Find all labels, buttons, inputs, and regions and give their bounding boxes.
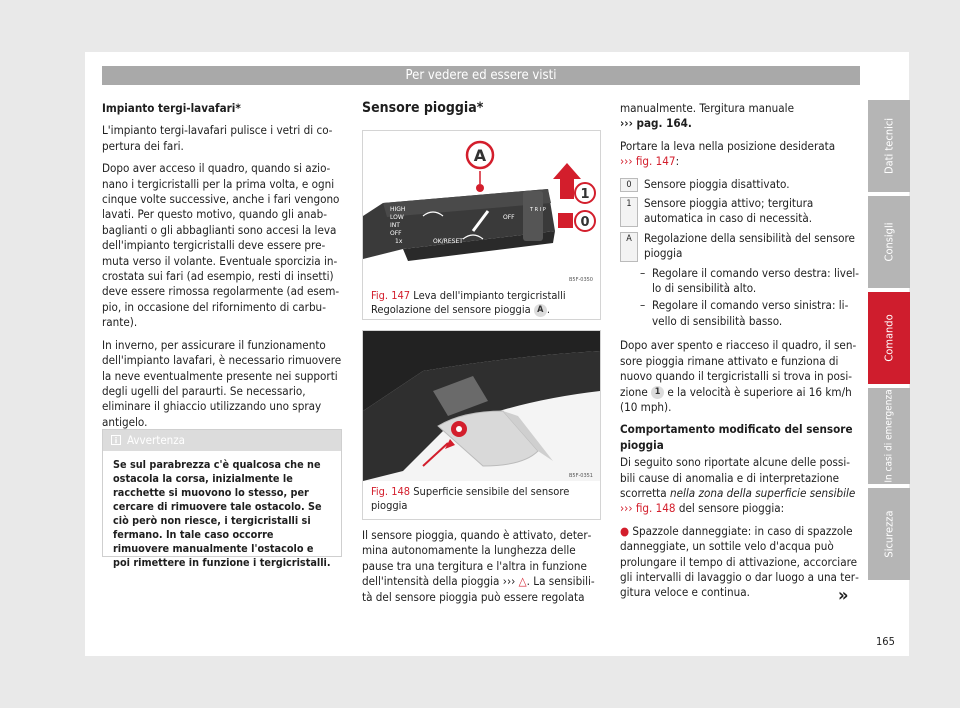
emphasis-text: nella zona della superficie sensibile bbox=[669, 485, 856, 500]
paragraph bbox=[620, 338, 860, 415]
page-number: 165 bbox=[876, 635, 895, 648]
item-text: Sensore pioggia attivo; tergitura automatica in caso di necessità. bbox=[644, 196, 814, 226]
figure-caption bbox=[371, 485, 593, 513]
section-heading: Impianto tergi-lavafari* bbox=[102, 101, 241, 115]
sub-item bbox=[640, 266, 860, 297]
paragraph: Dopo aver acceso il quadro, quando si azionano i tergicristalli per la prima volta, e ogni cinque volte successive, anche i fari vengono lavati. Per questo motivo, quando gli anabbaglianti o gli abbaglianti sono accesi la leva dell'impianto tergicristalli deve essere premuta verso il volante. Eventuale sporcizia incrostata sui fari (ad esempio, resti di insetti) deve essere rimossa regolarmente (ad esempio, in occasione del rifornimento di carburante). bbox=[102, 161, 340, 330]
dash: – bbox=[640, 265, 646, 280]
figure-caption-text: Superficie sensibile del sensore pioggia bbox=[371, 485, 570, 512]
page-ref: pag. 164 bbox=[636, 116, 688, 131]
figure-marker: A bbox=[534, 304, 547, 317]
paragraph-text: del sensore pioggia: bbox=[678, 501, 785, 516]
tab-label: Sicurezza bbox=[882, 510, 896, 558]
figure-ref: fig. 147 bbox=[635, 154, 676, 169]
warning-text: Se sul parabrezza c'è qualcosa che ne ostacola la corsa, inizialmente le racchette si muovono lo stesso, per cercare di rimuovere tale ostacolo. Se ciò però non riesce, i tergicristalli si fermano. In tale caso occorre rimuovere manualmente l'ostacolo e poi rimettere in funzione i tergicristalli. bbox=[113, 458, 331, 569]
sub-item-text: Regolare il comando verso destra: livello di sensibilità alto. bbox=[652, 265, 860, 296]
figure-147 bbox=[362, 130, 601, 320]
list-item bbox=[620, 177, 860, 192]
info-icon bbox=[111, 435, 121, 445]
paragraph-text: manualmente. Tergitura manuale bbox=[620, 101, 794, 115]
wiper-lever-illustration bbox=[363, 131, 600, 286]
figure-ref: fig. 148 bbox=[635, 501, 676, 516]
right-column bbox=[620, 101, 860, 608]
callout-0: 0 bbox=[580, 215, 590, 230]
paragraph: . La sensibilità del sensore pioggia può essere regolata bbox=[362, 574, 595, 604]
tab-comando[interactable] bbox=[868, 292, 910, 384]
warning-ref[interactable]: ››› △ bbox=[502, 574, 527, 589]
bullet-text: Spazzole danneggiate: in caso di spazzole danneggiate, un sottile velo d'acqua può prolungare il tempo di attivazione, accorciare gli intervalli di lavaggio o dar luogo a una tergitura veloce e continua. bbox=[620, 523, 859, 600]
figure-caption-text: Leva dell'impianto tergicristalli Regolazione del sensore pioggia bbox=[371, 289, 566, 316]
figure-code: B5F-0351 bbox=[568, 473, 593, 479]
tab-label: In casi di emergenza bbox=[883, 389, 895, 483]
lever-label: LOW bbox=[390, 214, 404, 221]
warning-title: Avvertenza bbox=[127, 433, 186, 447]
lever-label: OFF bbox=[390, 230, 402, 237]
lever-label: 1x bbox=[395, 238, 403, 245]
item-key: A bbox=[620, 232, 638, 262]
figure-caption: Fig. 147 Leva dell'impianto tergicristalli Regolazione del sensore pioggia A . bbox=[371, 289, 566, 316]
bullet-item bbox=[620, 524, 860, 601]
paragraph: In inverno, per assicurare il funzionamento dell'impianto lavafari, è necessario rimuovere la neve eventualmente presente nei supporti degli ugelli del paraurti. Se necessario, eliminare il ghiaccio utilizzando uno spray antigelo. bbox=[102, 337, 342, 429]
middle-column bbox=[362, 101, 600, 128]
reset-label: OK/RESET bbox=[433, 238, 463, 245]
figure-148 bbox=[362, 330, 601, 520]
paragraph: Il sensore pioggia, quando è attivato, determina autonomamente la lunghezza delle pause tra una tergitura e l'altra in funzione dell'intensità della pioggia bbox=[362, 528, 592, 589]
tab-label: Consigli bbox=[882, 222, 896, 262]
paragraph: Portare la leva nella posizione desiderata ››› fig. 147: bbox=[620, 138, 836, 169]
page-ref-link[interactable]: ››› pag. 164. bbox=[620, 116, 692, 131]
item-key: 1 bbox=[620, 197, 638, 227]
tab-label: Dati tecnici bbox=[882, 117, 896, 175]
left-column bbox=[102, 101, 342, 437]
section-heading: Sensore pioggia* bbox=[362, 100, 484, 116]
lever-label: INT bbox=[390, 222, 400, 229]
figure-number: Fig. 147 bbox=[371, 289, 411, 302]
warning-triangle-icon: △ bbox=[518, 574, 527, 589]
sub-item bbox=[640, 298, 860, 329]
position-marker: 1 bbox=[651, 386, 664, 399]
trip-label: T R I P bbox=[530, 207, 546, 213]
lever-label: HIGH bbox=[390, 206, 406, 213]
continue-arrow-icon: » bbox=[838, 585, 849, 606]
warning-header bbox=[103, 430, 341, 451]
sub-item-text: Regolare il comando verso sinistra: livello di sensibilità basso. bbox=[652, 298, 849, 328]
item-text: Sensore pioggia disattivato. bbox=[644, 176, 790, 191]
item-text: Regolazione della sensibilità del sensore pioggia bbox=[644, 230, 855, 261]
figure-ref-link[interactable]: ››› fig. 147 bbox=[620, 154, 676, 169]
figure-code: B5F-0350 bbox=[568, 277, 593, 283]
tab-dati-tecnici[interactable] bbox=[868, 100, 910, 192]
tab-consigli[interactable] bbox=[868, 196, 910, 288]
subheading: Comportamento modificato del sensore pioggia bbox=[620, 422, 853, 452]
callout-1: 1 bbox=[580, 187, 590, 202]
middle-paragraph bbox=[362, 528, 600, 605]
list-item bbox=[620, 231, 860, 262]
paragraph bbox=[620, 101, 860, 132]
paragraph: L'impianto tergi-lavafari pulisce i vetri di copertura dei fari. bbox=[102, 123, 333, 153]
figure-ref-link[interactable]: ››› fig. 148 bbox=[620, 501, 676, 516]
figure-number: Fig. 148 bbox=[371, 485, 411, 498]
bullet-icon: ● bbox=[620, 523, 630, 538]
paragraph-text: Di seguito sono riportate alcune delle possibili cause di anomalia e di interpretazione scorretta bbox=[620, 455, 850, 500]
tab-sicurezza[interactable] bbox=[868, 488, 910, 580]
callout-a: A bbox=[473, 146, 487, 165]
paragraph bbox=[620, 455, 860, 517]
paragraph-text: Portare la leva nella posizione desiderata bbox=[620, 138, 836, 153]
tab-label: Comando bbox=[882, 314, 896, 362]
rain-sensor-illustration bbox=[363, 331, 600, 481]
off-label: OFF bbox=[503, 214, 515, 221]
dash: – bbox=[640, 298, 646, 313]
tab-emergenza[interactable] bbox=[868, 388, 910, 484]
page-header: Per vedere ed essere visti bbox=[102, 66, 860, 85]
paragraph-text: Dopo aver spento e riacceso il quadro, il sensore pioggia rimane attivato e funziona di nuovo quando il tergicristalli si trova in posizione bbox=[620, 338, 857, 399]
item-key: 0 bbox=[620, 178, 638, 192]
paragraph-text: e la velocità è superiore ai 16 km/h (10 mph). bbox=[620, 384, 852, 414]
list-item bbox=[620, 196, 860, 227]
warning-box bbox=[102, 429, 342, 569]
